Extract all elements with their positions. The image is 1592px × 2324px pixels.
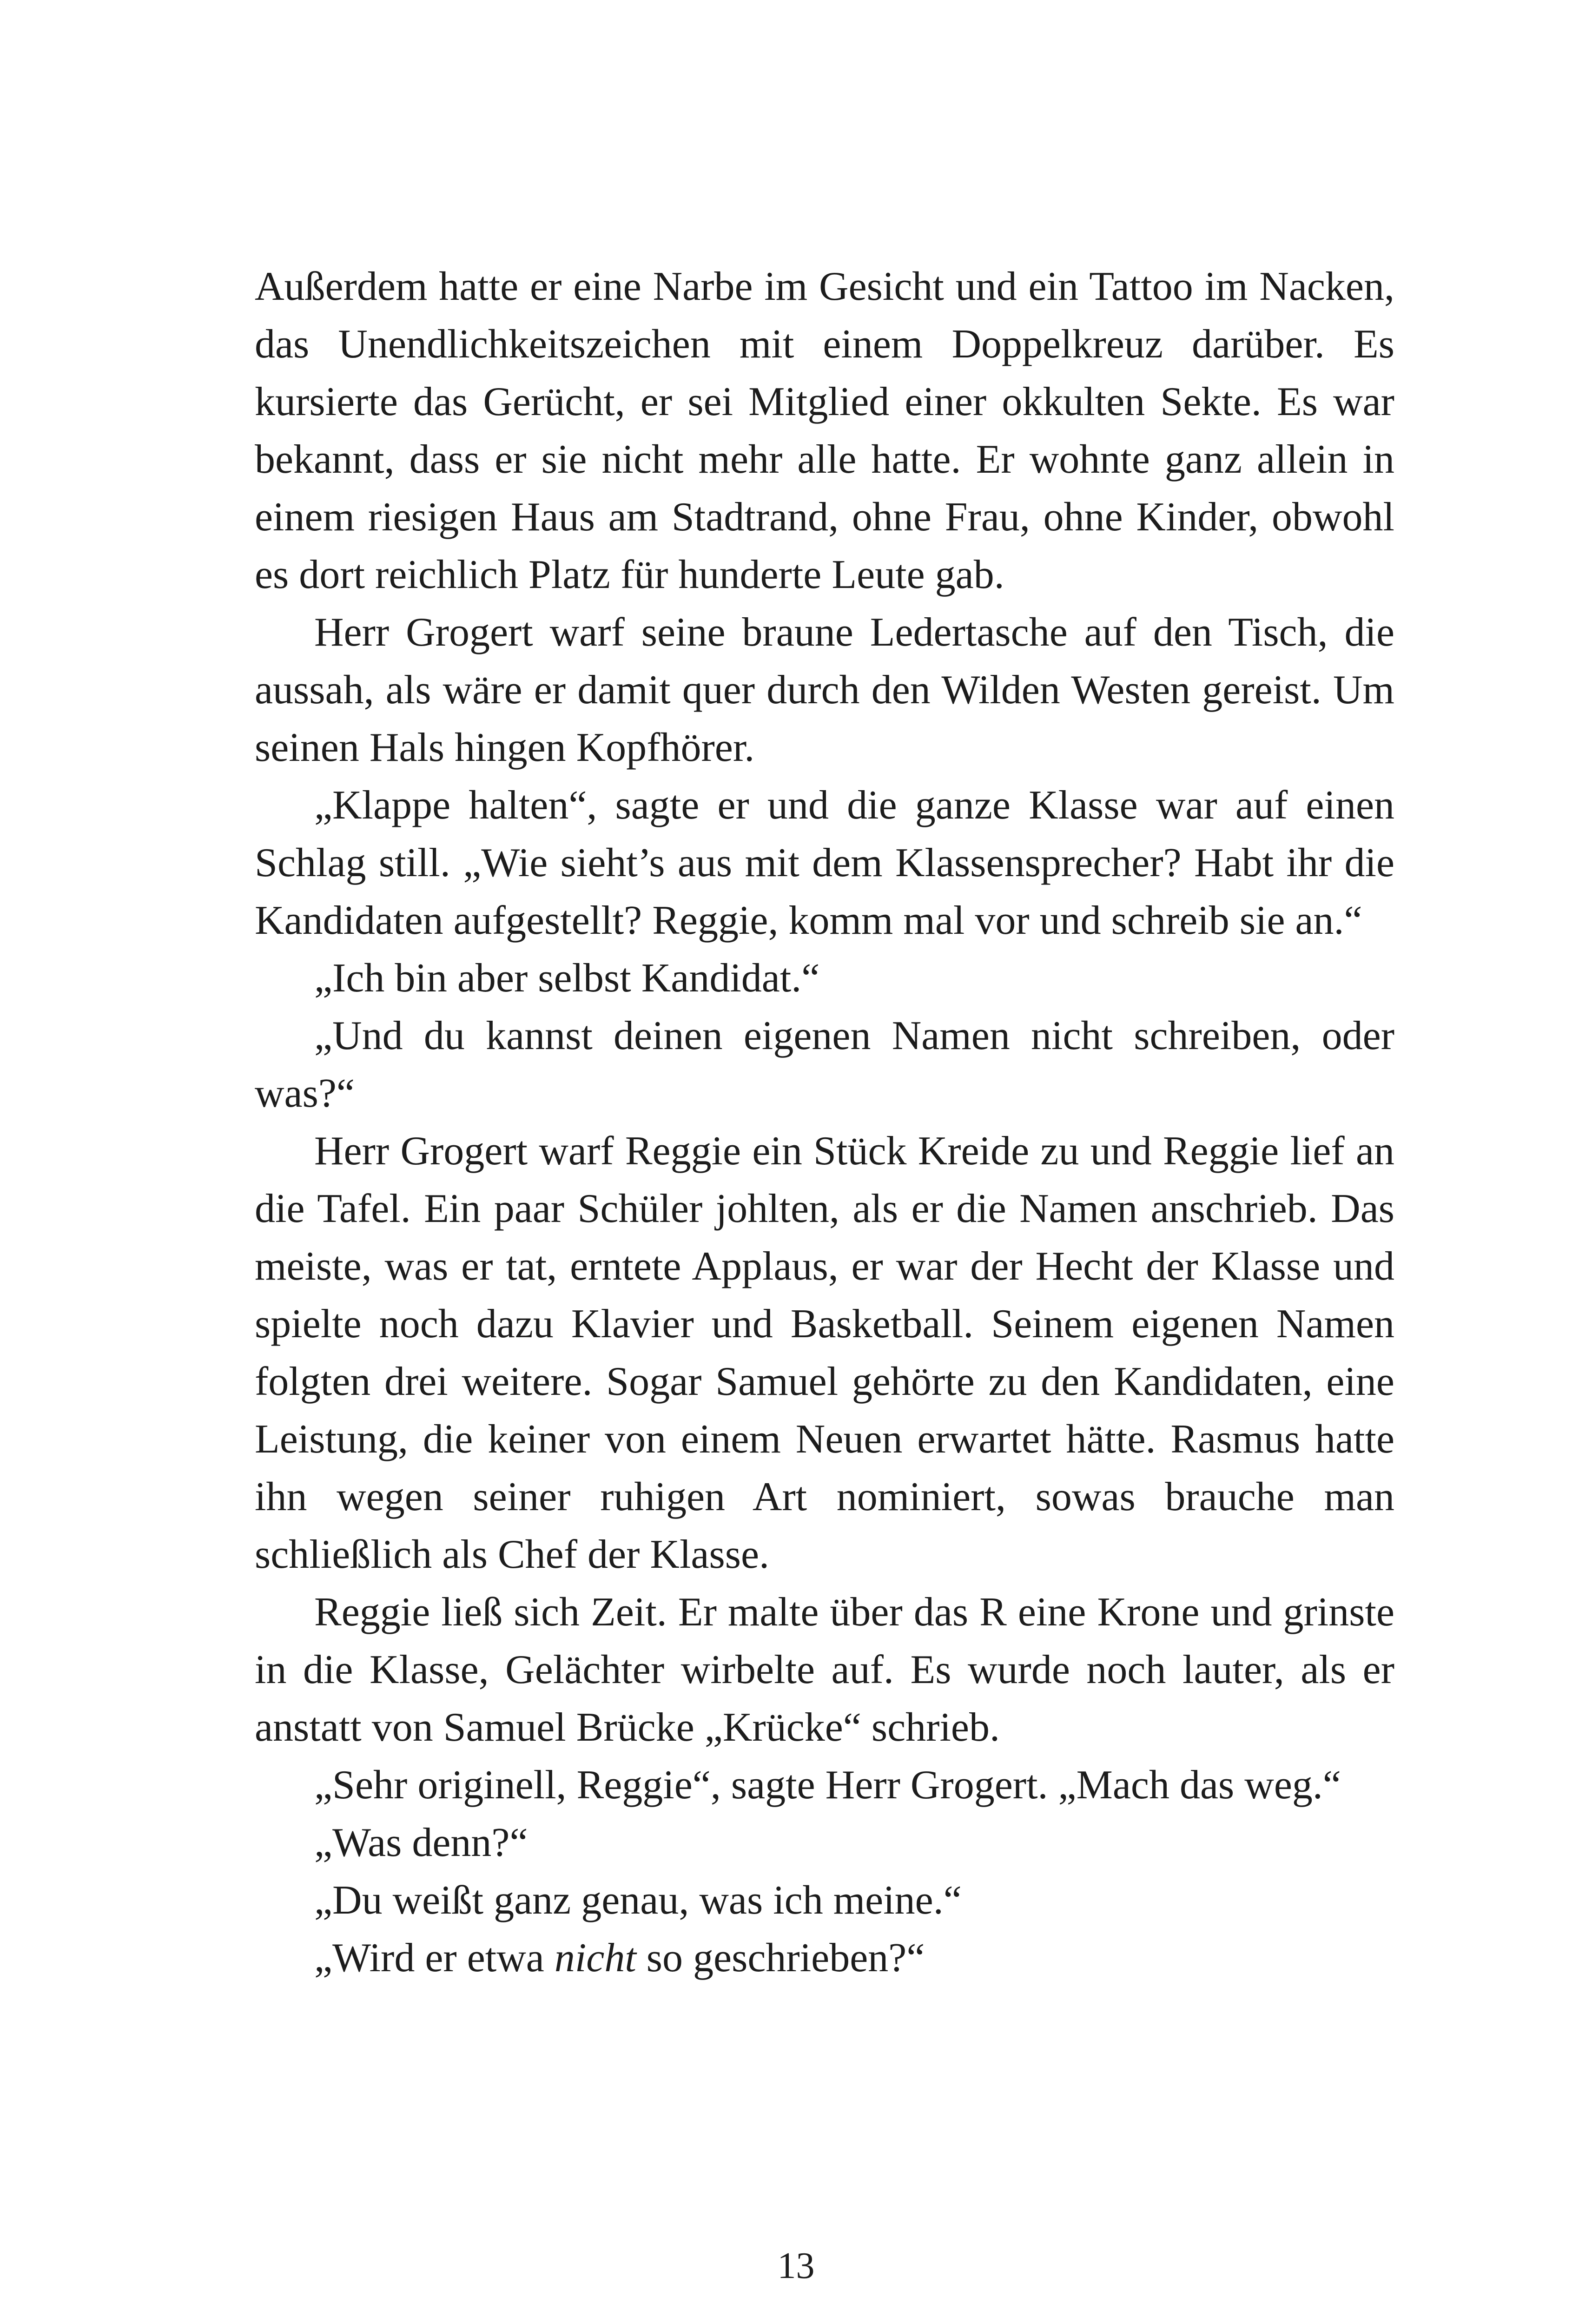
paragraph-2: Herr Grogert warf seine braune Ledertasche auf den Tisch, die aussah, als wäre er damit quer durch den Wilden Westen gereist. Um seinen Hals hingen Kopfhörer.: [255, 610, 1394, 770]
page-number: 13: [777, 2245, 815, 2286]
paragraph-6: Herr Grogert warf Reggie ein Stück Kreide zu und Reggie lief an die Tafel. Ein paar Schüler johlten, als er die Namen anschrieb. Das meiste, was er tat, erntete Applaus, er war der Hecht der Klasse und spielte noch dazu Klavier und Basketball. Seinem eigenen Namen folgten drei weitere. Sogar Samuel gehörte zu den Kandidaten, eine Leistung, die keiner von einem Neuen erwartet hätte. Rasmus hatte ihn wegen seiner ruhigen Art nominiert, sowas brauche man schließlich als Chef der Klasse.: [255, 1129, 1394, 1577]
emphasis-text: nicht: [554, 1935, 636, 1981]
paragraph-11: [255, 1929, 1394, 1987]
paragraph-1: Außerdem hatte er eine Narbe im Gesicht und ein Tattoo im Nacken, das Unendlichkeitszeichen mit einem Doppelkreuz darüber. Es kursierte das Gerücht, er sei Mitglied einer okkulten Sekte. Es war bekannt, dass er sie nicht mehr alle hatte. Er wohnte ganz allein in einem riesigen Haus am Stadtrand, ohne Frau, ohne Kinder, obwohl es dort reichlich Platz für hunderte Leute gab.: [255, 264, 1394, 597]
paragraph-5: „Und du kannst deinen eigenen Namen nicht schreiben, oder was?“: [255, 1013, 1394, 1116]
paragraph-4: „Ich bin aber selbst Kandidat.“: [314, 956, 820, 1001]
paragraph-10: „Du weißt ganz genau, was ich meine.“: [314, 1878, 962, 1923]
paragraph-3: „Klappe halten“, sagte er und die ganze Klasse war auf einen Schlag still. „Wie sieht’s aus mit dem Klassensprecher? Habt ihr die Kandidaten aufgestellt? Reggie, komm mal vor und schreib sie an.“: [255, 783, 1394, 943]
paragraph-9: „Was denn?“: [314, 1820, 528, 1865]
paragraph-11-end: so geschrieben?“: [636, 1935, 925, 1981]
paragraph-7: Reggie ließ sich Zeit. Er malte über das R eine Krone und grinste in die Klasse, Gelächter wirbelte auf. Es wurde noch lauter, als er anstatt von Samuel Brücke „Krücke“ schrieb.: [255, 1590, 1394, 1750]
body-text: [255, 258, 1394, 1987]
paragraph-8: „Sehr originell, Reggie“, sagte Herr Grogert. „Mach das weg.“: [314, 1763, 1341, 1808]
paragraph-11-start: „Wird er etwa: [314, 1935, 555, 1981]
